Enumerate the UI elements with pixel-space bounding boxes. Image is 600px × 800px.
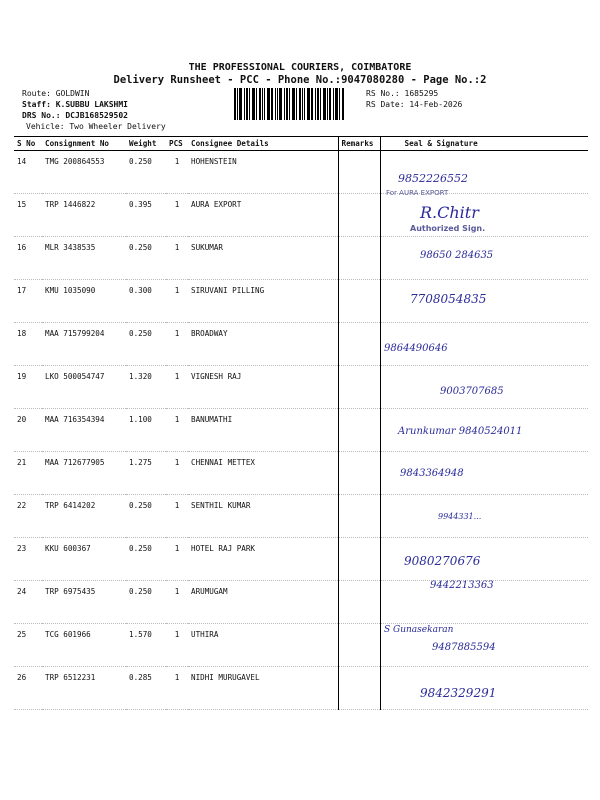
cell-sno: 24: [14, 581, 42, 624]
cell-weight: 0.250: [126, 151, 166, 194]
cell-consignment-no: KMU 1035090: [42, 280, 126, 323]
cell-sno: 15: [14, 194, 42, 237]
cell-remarks: [338, 366, 380, 409]
cell-weight: 1.275: [126, 452, 166, 495]
signature-23: 9080270676: [404, 554, 481, 568]
cell-sno: 25: [14, 624, 42, 667]
cell-pcs: 1: [166, 280, 188, 323]
cell-consignment-no: TRP 6975435: [42, 581, 126, 624]
cell-weight: 1.570: [126, 624, 166, 667]
table-row: [14, 452, 588, 495]
col-consignee: Consignee Details: [188, 137, 338, 151]
cell-remarks: [338, 323, 380, 366]
cell-consignee: HOHENSTEIN: [188, 151, 338, 194]
cell-consignment-no: TRP 6512231: [42, 667, 126, 710]
cell-consignment-no: MLR 3438535: [42, 237, 126, 280]
cell-sno: 20: [14, 409, 42, 452]
cell-weight: 0.285: [126, 667, 166, 710]
cell-consignment-no: TRP 1446822: [42, 194, 126, 237]
cell-sno: 21: [14, 452, 42, 495]
cell-pcs: 1: [166, 538, 188, 581]
cell-sno: 26: [14, 667, 42, 710]
drs-info: DRS No.: DCJB168529502: [22, 111, 128, 120]
cell-remarks: [338, 194, 380, 237]
signature-25-phone: 9487885594: [432, 642, 496, 653]
signature-22: 9944331...: [438, 512, 482, 521]
cell-consignee: VIGNESH RAJ: [188, 366, 338, 409]
col-remarks: Remarks: [338, 137, 380, 151]
cell-pcs: 1: [166, 495, 188, 538]
stamp-authorized: Authorized Sign.: [410, 224, 486, 233]
table-row: [14, 581, 588, 624]
staff-info: Staff: K.SUBBU LAKSHMI: [22, 100, 128, 109]
cell-consignee: SUKUMAR: [188, 237, 338, 280]
cell-remarks: [338, 409, 380, 452]
route-info: Route: GOLDWIN: [22, 89, 90, 98]
company-title: THE PROFESSIONAL COURIERS, COIMBATORE: [188, 62, 412, 73]
col-seal-signature: Seal & Signature: [380, 137, 588, 151]
signature-18: 9864490646: [384, 343, 448, 354]
table-row: [14, 624, 588, 667]
cell-consignee: ARUMUGAM: [188, 581, 338, 624]
cell-consignment-no: MAA 715799204: [42, 323, 126, 366]
cell-seal-signature: [380, 495, 588, 538]
cell-pcs: 1: [166, 624, 188, 667]
cell-sno: 23: [14, 538, 42, 581]
cell-remarks: [338, 495, 380, 538]
col-weight: Weight: [126, 137, 166, 151]
cell-weight: 0.300: [126, 280, 166, 323]
signature-14: [398, 150, 468, 185]
cell-weight: 0.250: [126, 495, 166, 538]
signature-15: R.Chitr: [420, 203, 479, 222]
signature-20: Arunkumar 9840524011: [398, 426, 523, 437]
cell-consignment-no: TRP 6414202: [42, 495, 126, 538]
cell-consignee: BANUMATHI: [188, 409, 338, 452]
cell-remarks: [338, 667, 380, 710]
col-pcs: PCS: [166, 137, 188, 151]
cell-pcs: 1: [166, 237, 188, 280]
table-row: [14, 495, 588, 538]
cell-weight: 0.395: [126, 194, 166, 237]
cell-consignee: UTHIRA: [188, 624, 338, 667]
cell-consignment-no: TMG 200864553: [42, 151, 126, 194]
cell-weight: 1.320: [126, 366, 166, 409]
cell-sno: 18: [14, 323, 42, 366]
cell-consignment-no: MAA 712677905: [42, 452, 126, 495]
table-row: [14, 280, 588, 323]
cell-pcs: 1: [166, 366, 188, 409]
signature-17: 7708054835: [410, 292, 487, 306]
table-row: [14, 538, 588, 581]
cell-pcs: 1: [166, 581, 188, 624]
col-consignment: Consignment No: [42, 137, 126, 151]
cell-remarks: [338, 452, 380, 495]
table-row: [14, 323, 588, 366]
cell-consignment-no: KKU 600367: [42, 538, 126, 581]
cell-consignee: HOTEL RAJ PARK: [188, 538, 338, 581]
signature-25-name: S Gunasekaran: [384, 625, 454, 635]
cell-consignee: BROADWAY: [188, 323, 338, 366]
cell-remarks: [338, 538, 380, 581]
signature-16: 98650 284635: [420, 250, 494, 261]
cell-consignment-no: TCG 601966: [42, 624, 126, 667]
cell-remarks: [338, 280, 380, 323]
cell-pcs: 1: [166, 452, 188, 495]
vehicle-info: Vehicle: Two Wheeler Delivery: [26, 122, 166, 131]
cell-sno: 17: [14, 280, 42, 323]
cell-consignment-no: LKO 500054747: [42, 366, 126, 409]
cell-consignee: AURA EXPORT: [188, 194, 338, 237]
rs-number: RS No.: 1685295: [366, 89, 439, 98]
cell-consignee: SIRUVANI PILLING: [188, 280, 338, 323]
table-row: [14, 194, 588, 237]
table-header-row: [14, 137, 588, 151]
cell-consignee: CHENNAI METTEX: [188, 452, 338, 495]
signature-19: 9003707685: [440, 386, 504, 397]
table-row: [14, 151, 588, 194]
cell-remarks: [338, 151, 380, 194]
table-row: [14, 237, 588, 280]
cell-sno: 19: [14, 366, 42, 409]
cell-pcs: 1: [166, 323, 188, 366]
signature-26: 9842329291: [420, 686, 497, 700]
barcode: [234, 88, 362, 120]
rs-date: RS Date: 14-Feb-2026: [366, 100, 463, 109]
cell-weight: 0.250: [126, 323, 166, 366]
cell-remarks: [338, 624, 380, 667]
cell-sno: 22: [14, 495, 42, 538]
cell-pcs: 1: [166, 151, 188, 194]
cell-pcs: 1: [166, 194, 188, 237]
runsheet-table: [14, 136, 588, 710]
cell-pcs: 1: [166, 667, 188, 710]
runsheet-subtitle: Delivery Runsheet - PCC - Phone No.:9047080280 - Page No.:2: [113, 74, 487, 86]
cell-weight: 1.100: [126, 409, 166, 452]
signature-14-phone: 9852226552: [398, 172, 468, 185]
cell-remarks: [338, 237, 380, 280]
cell-weight: 0.250: [126, 581, 166, 624]
cell-sno: 16: [14, 237, 42, 280]
cell-remarks: [338, 581, 380, 624]
table-row: [14, 667, 588, 710]
cell-pcs: 1: [166, 409, 188, 452]
signature-24: 9442213363: [430, 580, 494, 591]
cell-consignee: NIDHI MURUGAVEL: [188, 667, 338, 710]
cell-weight: 0.250: [126, 538, 166, 581]
cell-weight: 0.250: [126, 237, 166, 280]
signature-21: 9843364948: [400, 468, 464, 479]
col-sno: S No: [14, 137, 42, 151]
cell-sno: 14: [14, 151, 42, 194]
cell-consignee: SENTHIL KUMAR: [188, 495, 338, 538]
stamp-aura-export-top: For AURA EXPORT: [386, 189, 449, 197]
cell-consignment-no: MAA 716354394: [42, 409, 126, 452]
